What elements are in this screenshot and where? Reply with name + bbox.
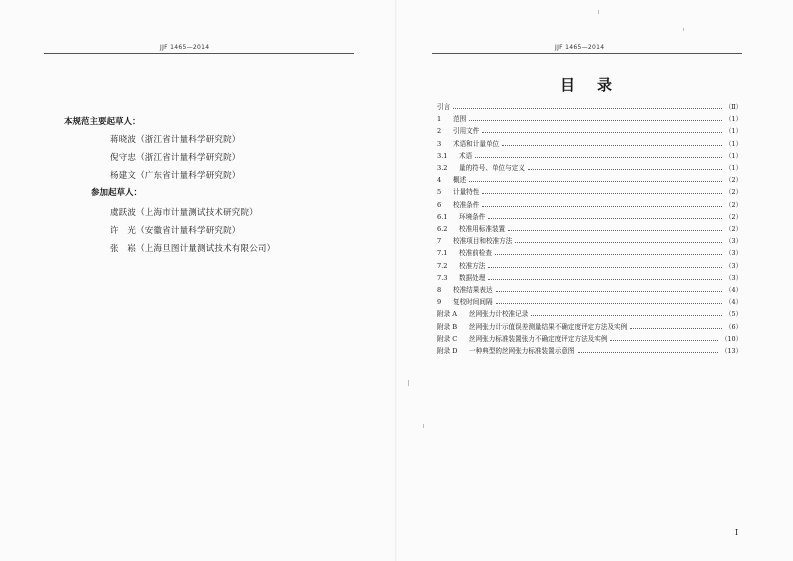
scan-speck <box>683 28 684 31</box>
toc-entry-number: 7 <box>437 237 442 246</box>
toc-entry-number: 7.3 <box>437 273 448 282</box>
toc-entry-number: 6.1 <box>437 212 448 221</box>
toc-entry-number: 附录 D <box>437 347 458 355</box>
toc-entry-number: 6.2 <box>437 225 448 233</box>
toc-leader-dots <box>488 273 722 280</box>
main-drafters-label: 本规范主要起草人： <box>64 117 141 127</box>
toc-entry <box>437 200 742 211</box>
scan-speck <box>423 424 424 428</box>
toc-leader-dots <box>482 126 722 133</box>
main-drafter-3: 杨建文（广东省计量科学研究院） <box>110 171 241 181</box>
toc-entry-number: 附录 A <box>437 310 458 319</box>
right-header-rule <box>432 53 742 54</box>
toc-entry <box>437 322 742 333</box>
toc-entry-page: （2） <box>725 225 742 233</box>
toc-entry <box>437 224 742 235</box>
toc-entry-label: 丝网张力计校准记录 <box>469 310 529 319</box>
toc-entry-label: 术语和计量单位 <box>453 139 500 148</box>
toc-leader-dots <box>475 151 722 158</box>
toc-entry-label: 引用文件 <box>453 127 480 136</box>
toc-leader-dots <box>469 175 722 182</box>
toc-entry-number: 5 <box>437 188 442 197</box>
toc-entry <box>437 297 742 308</box>
toc-entry-label: 环境条件 <box>459 212 486 221</box>
toc-entry <box>437 236 742 247</box>
toc-leader-dots <box>531 309 722 316</box>
toc-entry-number: 7.2 <box>437 261 448 270</box>
toc-entry-label: 丝网张力计示值误差测量结果不确定度评定方法及实例 <box>469 322 628 331</box>
toc-entry-page: （3） <box>725 249 742 258</box>
toc-entry-label: 复校时间间隔 <box>453 298 493 307</box>
toc-entry-page: （1） <box>725 164 742 172</box>
toc-entry-page: （3） <box>725 261 742 270</box>
toc-entry-page: （6） <box>725 322 742 331</box>
toc-entry-label: 校准方法 <box>459 261 486 270</box>
toc-entry <box>437 248 742 259</box>
toc-entry <box>437 187 742 198</box>
toc-entry-page: （1） <box>725 127 742 136</box>
toc-entry-number: 2 <box>437 127 442 136</box>
toc-leader-dots <box>508 224 722 231</box>
toc-entry-label: 一种典型的丝网张力标准装置示意图 <box>469 347 575 355</box>
toc-entry-label: 概述 <box>453 176 467 185</box>
toc-entry <box>437 163 742 174</box>
toc-entry-label: 校准前检查 <box>459 249 492 258</box>
toc-entry-label: 校准用标准装置 <box>459 225 506 233</box>
toc-entry-number: 7.1 <box>437 249 448 258</box>
left-header-rule <box>44 53 354 54</box>
toc-entry-label: 丝网张力标准装置张力不确定度评定方法及实例 <box>469 334 608 343</box>
main-drafter-1: 蒋晓波（浙江省计量科学研究院） <box>110 135 241 145</box>
toc-entry-page: （3） <box>725 237 742 246</box>
toc-entry <box>437 273 742 284</box>
toc-leader-dots <box>515 236 722 243</box>
toc-entry-page: （10） <box>721 334 742 343</box>
toc-entry <box>437 334 742 345</box>
toc-leader-dots <box>496 285 723 292</box>
toc-entry-number: 4 <box>437 176 442 185</box>
toc-entry-page: （1） <box>725 115 742 124</box>
toc-entry-number: 1 <box>437 115 442 124</box>
toc-entry-number: 8 <box>437 286 442 294</box>
toc-entry <box>437 102 742 113</box>
participants-label: 参加起草人： <box>91 188 143 198</box>
toc-entry-number: 9 <box>437 298 442 307</box>
toc-entry-page: （1） <box>725 151 742 160</box>
toc-entry-page: （2） <box>725 200 742 209</box>
toc-entry-page: （5） <box>725 310 742 319</box>
toc-entry-page: （4） <box>725 286 742 294</box>
toc-entry-number: 3.1 <box>437 151 448 160</box>
toc-leader-dots <box>578 346 719 353</box>
left-page-header: JJF 1465—2014 <box>160 44 210 51</box>
toc-entry-label: 计量特性 <box>453 188 480 197</box>
toc-leader-dots <box>496 297 723 304</box>
toc-leader-dots <box>630 322 722 329</box>
toc-leader-dots <box>610 334 718 341</box>
toc-leader-dots <box>495 248 722 255</box>
toc-entry <box>437 126 742 137</box>
toc-entry-page: （1） <box>725 139 742 148</box>
toc-title: 目录 <box>560 76 635 94</box>
toc-leader-dots <box>488 261 722 268</box>
participant-3: 张 崧（上海旦图计量测试技术有限公司） <box>110 244 276 254</box>
toc-entry <box>437 309 742 320</box>
participant-1: 虞跃波（上海市计量测试技术研究院） <box>110 208 258 218</box>
toc-entry <box>437 212 742 223</box>
toc-entry-label: 范围 <box>453 115 467 124</box>
toc-entry-number: 附录 B <box>437 322 458 331</box>
toc-leader-dots <box>469 114 722 121</box>
toc-entry-page: （Ⅱ） <box>724 103 742 111</box>
toc-entry-page: （2） <box>725 176 742 185</box>
page-number: I <box>735 528 739 537</box>
toc-entry-page: （3） <box>725 273 742 282</box>
toc-entry-page: （2） <box>725 212 742 221</box>
left-page <box>0 0 396 561</box>
scan-speck <box>408 380 409 386</box>
scan-speck <box>598 10 599 14</box>
toc-entry-number: 3.2 <box>437 164 448 172</box>
toc-entry-page: （4） <box>725 298 742 307</box>
toc-entry-label: 数据处理 <box>459 273 486 282</box>
toc-entry-label: 引言 <box>437 103 451 111</box>
toc-entry-number: 3 <box>437 139 442 148</box>
toc-entry <box>437 175 742 186</box>
toc-entry <box>437 261 742 272</box>
toc-entry-label: 校准项目和校准方法 <box>453 237 513 246</box>
toc-entry-label: 术语 <box>459 151 473 160</box>
toc-entry-label: 校准条件 <box>453 200 480 209</box>
toc-entry-page: （13） <box>721 347 742 355</box>
toc-entry <box>437 114 742 125</box>
toc-entry <box>437 346 742 357</box>
participant-2: 许 光（安徽省计量科学研究院） <box>110 226 241 236</box>
toc-entry <box>437 151 742 162</box>
toc-leader-dots <box>482 200 722 207</box>
toc-leader-dots <box>453 102 722 109</box>
main-drafter-2: 倪守忠（浙江省计量科学研究院） <box>110 153 241 163</box>
toc-entry <box>437 285 742 296</box>
toc-leader-dots <box>528 163 722 170</box>
toc-leader-dots <box>502 139 722 146</box>
toc-entry-label: 量的符号、单位与定义 <box>459 164 525 172</box>
right-page-header: JJF 1465—2014 <box>555 44 605 51</box>
toc-entry-number: 6 <box>437 200 442 209</box>
toc-entry-label: 校准结果表达 <box>453 286 493 294</box>
toc-entry <box>437 139 742 150</box>
toc-entry-page: （2） <box>725 188 742 197</box>
toc-leader-dots <box>488 212 722 219</box>
toc-entry-number: 附录 C <box>437 334 458 343</box>
toc-leader-dots <box>482 187 722 194</box>
